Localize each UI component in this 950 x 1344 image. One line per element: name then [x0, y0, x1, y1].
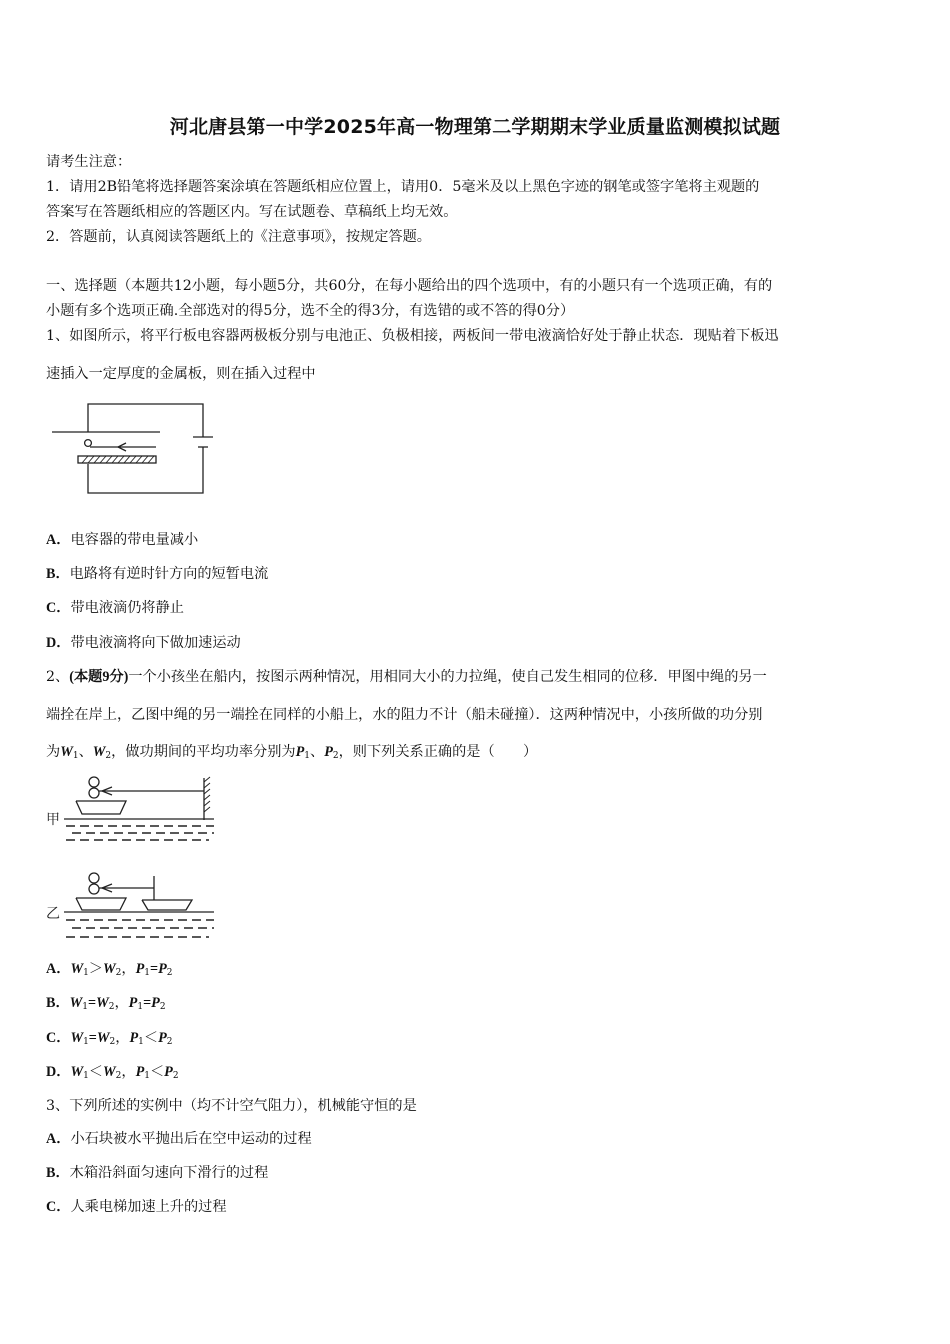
q1-option-d: D．带电液滴将向下做加速运动 — [46, 635, 241, 651]
page-title: 河北唐县第一中学2025年高一物理第二学期期末学业质量监测模拟试题 — [169, 116, 781, 138]
boat-figure-yi — [44, 870, 219, 942]
capacitor-circuit-figure — [48, 400, 218, 500]
notice-line-1b: 答案写在答题纸相应的答题区内。写在试题卷、草稿纸上均无效。 — [46, 204, 458, 220]
q3-option-a: A．小石块被水平抛出后在空中运动的过程 — [46, 1131, 312, 1147]
notice-line-2: 2．答题前，认真阅读答题纸上的《注意事项》，按规定答题。 — [46, 229, 431, 245]
q2-option-c: C．$W_1=W_2$，$P_1<P_2$ — [46, 1030, 173, 1047]
q1-option-b: B．电路将有逆时针方向的短暂电流 — [46, 566, 269, 582]
notice-line-1a: 1．请用2B铅笔将选择题答案涂填在答题纸相应位置上，请用0．5毫米及以上黑色字迹的钢笔或签字笔将主观题的 — [46, 179, 760, 195]
figure-label-yi: 乙 — [46, 906, 60, 922]
notice-heading: 请考生注意： — [46, 154, 132, 170]
q2-stem-a: 2、(本题9分)一个小孩坐在船内，按图示两种情况，用相同大小的力拉绳，使自己发生相同的位移．甲图中绳的另一 — [46, 669, 767, 685]
section-intro-a: 一、选择题（本题共12小题，每小题5分，共60分，在每小题给出的四个选项中，有的小题只有一个选项正确，有的 — [46, 278, 773, 294]
q3-stem: 3、下列所述的实例中（均不计空气阻力），机械能守恒的是 — [46, 1098, 417, 1114]
q1-stem-a: 1、如图所示，将平行板电容器两极板分别与电池正、负极相接，两板间一带电液滴恰好处于静止状态．现贴着下板迅 — [46, 328, 779, 344]
q1-option-c: C．带电液滴仍将静止 — [46, 600, 184, 616]
figure-label-jia: 甲 — [46, 812, 60, 828]
q2-option-a: A．$W_1>W_2$，$P_1=P_2$ — [46, 961, 173, 978]
q3-option-b: B．木箱沿斜面匀速向下滑行的过程 — [46, 1165, 269, 1181]
q2-stem-c: 为$W_1$、$W_2$，做功期间的平均功率分别为$P_1$、$P_2$，则下列关系正确的是（ ） — [46, 744, 538, 761]
boat-figure-jia — [44, 774, 219, 844]
section-intro-b: 小题有多个选项正确.全部选对的得5分，选不全的得3分，有选错的或不答的得0分） — [46, 303, 575, 319]
q1-stem-b: 速插入一定厚度的金属板，则在插入过程中 — [46, 366, 316, 382]
q1-option-a: A．电容器的带电量减小 — [46, 532, 199, 548]
q3-option-c: C．人乘电梯加速上升的过程 — [46, 1199, 227, 1215]
q2-option-d: D．$W_1<W_2$，$P_1<P_2$ — [46, 1064, 179, 1081]
q2-option-b: B．$W_1=W_2$，$P_1=P_2$ — [46, 995, 166, 1012]
q2-stem-b: 端拴在岸上，乙图中绳的另一端拴在同样的小船上，水的阻力不计（船未碰撞）．这两种情况中，小孩所做的功分别 — [46, 707, 763, 723]
